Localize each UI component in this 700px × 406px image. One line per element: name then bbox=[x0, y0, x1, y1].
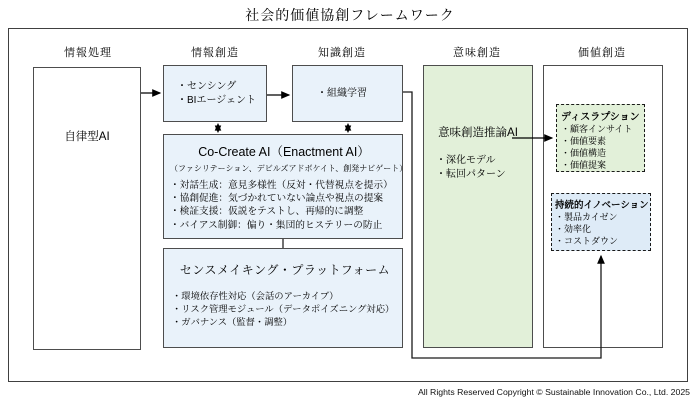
cocreate-ai-box bbox=[163, 134, 408, 239]
sensemaking-bullet-environment: ・環境依存性対応（会話のアーカイブ） bbox=[172, 291, 339, 301]
disruption-bullet-value-structure: ・価値構造 bbox=[561, 148, 607, 158]
disruption-box bbox=[556, 104, 645, 172]
column-header-meaning-creation: 意味創造 bbox=[453, 47, 501, 59]
autonomous-ai-box bbox=[33, 67, 141, 350]
sustaining-bullet-efficiency: ・効率化 bbox=[555, 224, 592, 234]
sustaining-bullet-costdown: ・コストダウン bbox=[555, 236, 619, 246]
sustaining-bullet-kaizen: ・製品カイゼン bbox=[555, 212, 618, 222]
sustaining-innovation-box bbox=[551, 193, 651, 251]
column-header-value-creation: 価値創造 bbox=[578, 47, 626, 59]
sustaining-title: 持続的イノベーション bbox=[555, 200, 649, 211]
sensing-bullet: ・センシング bbox=[177, 80, 237, 92]
meaning-ai-bullet-turning: ・転回パターン bbox=[436, 169, 506, 180]
cocreate-ai-subtitle: （ファシリテーション、デビルズアドボケイト、創発ナビゲート） bbox=[170, 164, 408, 173]
autonomous-ai-label: 自律型AI bbox=[64, 131, 110, 143]
meaning-inference-ai-title: 意味創造推論AI bbox=[438, 127, 518, 139]
meaning-ai-bullet-deepening: ・深化モデル bbox=[436, 155, 496, 166]
column-header-info-creation: 情報創造 bbox=[191, 47, 239, 59]
sensemaking-title: センスメイキング・プラットフォーム bbox=[179, 263, 391, 277]
disruption-title: ディスラプション bbox=[561, 112, 640, 123]
sensemaking-bullet-risk: ・リスク管理モジュール（データポイズニング対応） bbox=[172, 304, 395, 314]
cocreate-bullet-dialogue: ・対話生成：意見多様性（反対・代替視点を提示） bbox=[170, 180, 393, 191]
page-title: 社会的価値協創フレームワーク bbox=[245, 7, 455, 23]
disruption-bullet-insight: ・顧客インサイト bbox=[561, 124, 633, 134]
org-learning-bullet: ・組織学習 bbox=[317, 87, 367, 99]
sensing-bi-agent-box bbox=[163, 65, 267, 122]
copyright-text: All Rights Reserved Copyright © Sustainable Innovation Co., Ltd. 2025 bbox=[417, 387, 690, 397]
meaning-inference-ai-box bbox=[423, 65, 533, 348]
disruption-bullet-value-element: ・価値要素 bbox=[561, 136, 607, 146]
sensemaking-bullet-governance: ・ガバナンス（監督・調整） bbox=[172, 317, 293, 327]
disruption-bullet-value-proposal: ・価値提案 bbox=[561, 160, 607, 170]
bi-agent-bullet: ・BIエージェント bbox=[177, 94, 257, 106]
column-header-info-processing: 情報処理 bbox=[64, 47, 112, 59]
cocreate-ai-title: Co-Create AI（Enactment AI） bbox=[198, 145, 370, 159]
cocreate-bullet-cocreation: ・協創促進：気づかれていない論点や視点の提案 bbox=[170, 193, 384, 205]
cocreate-bullet-bias: ・バイアス制御：偏り・集団的ヒステリーの防止 bbox=[170, 219, 383, 231]
org-learning-box bbox=[292, 65, 403, 122]
column-header-knowledge-creation: 知識創造 bbox=[318, 47, 366, 59]
cocreate-bullet-verification: ・検証支援：仮説をテストし、再帰的に調整 bbox=[170, 206, 364, 218]
sensemaking-platform-box bbox=[163, 248, 403, 348]
